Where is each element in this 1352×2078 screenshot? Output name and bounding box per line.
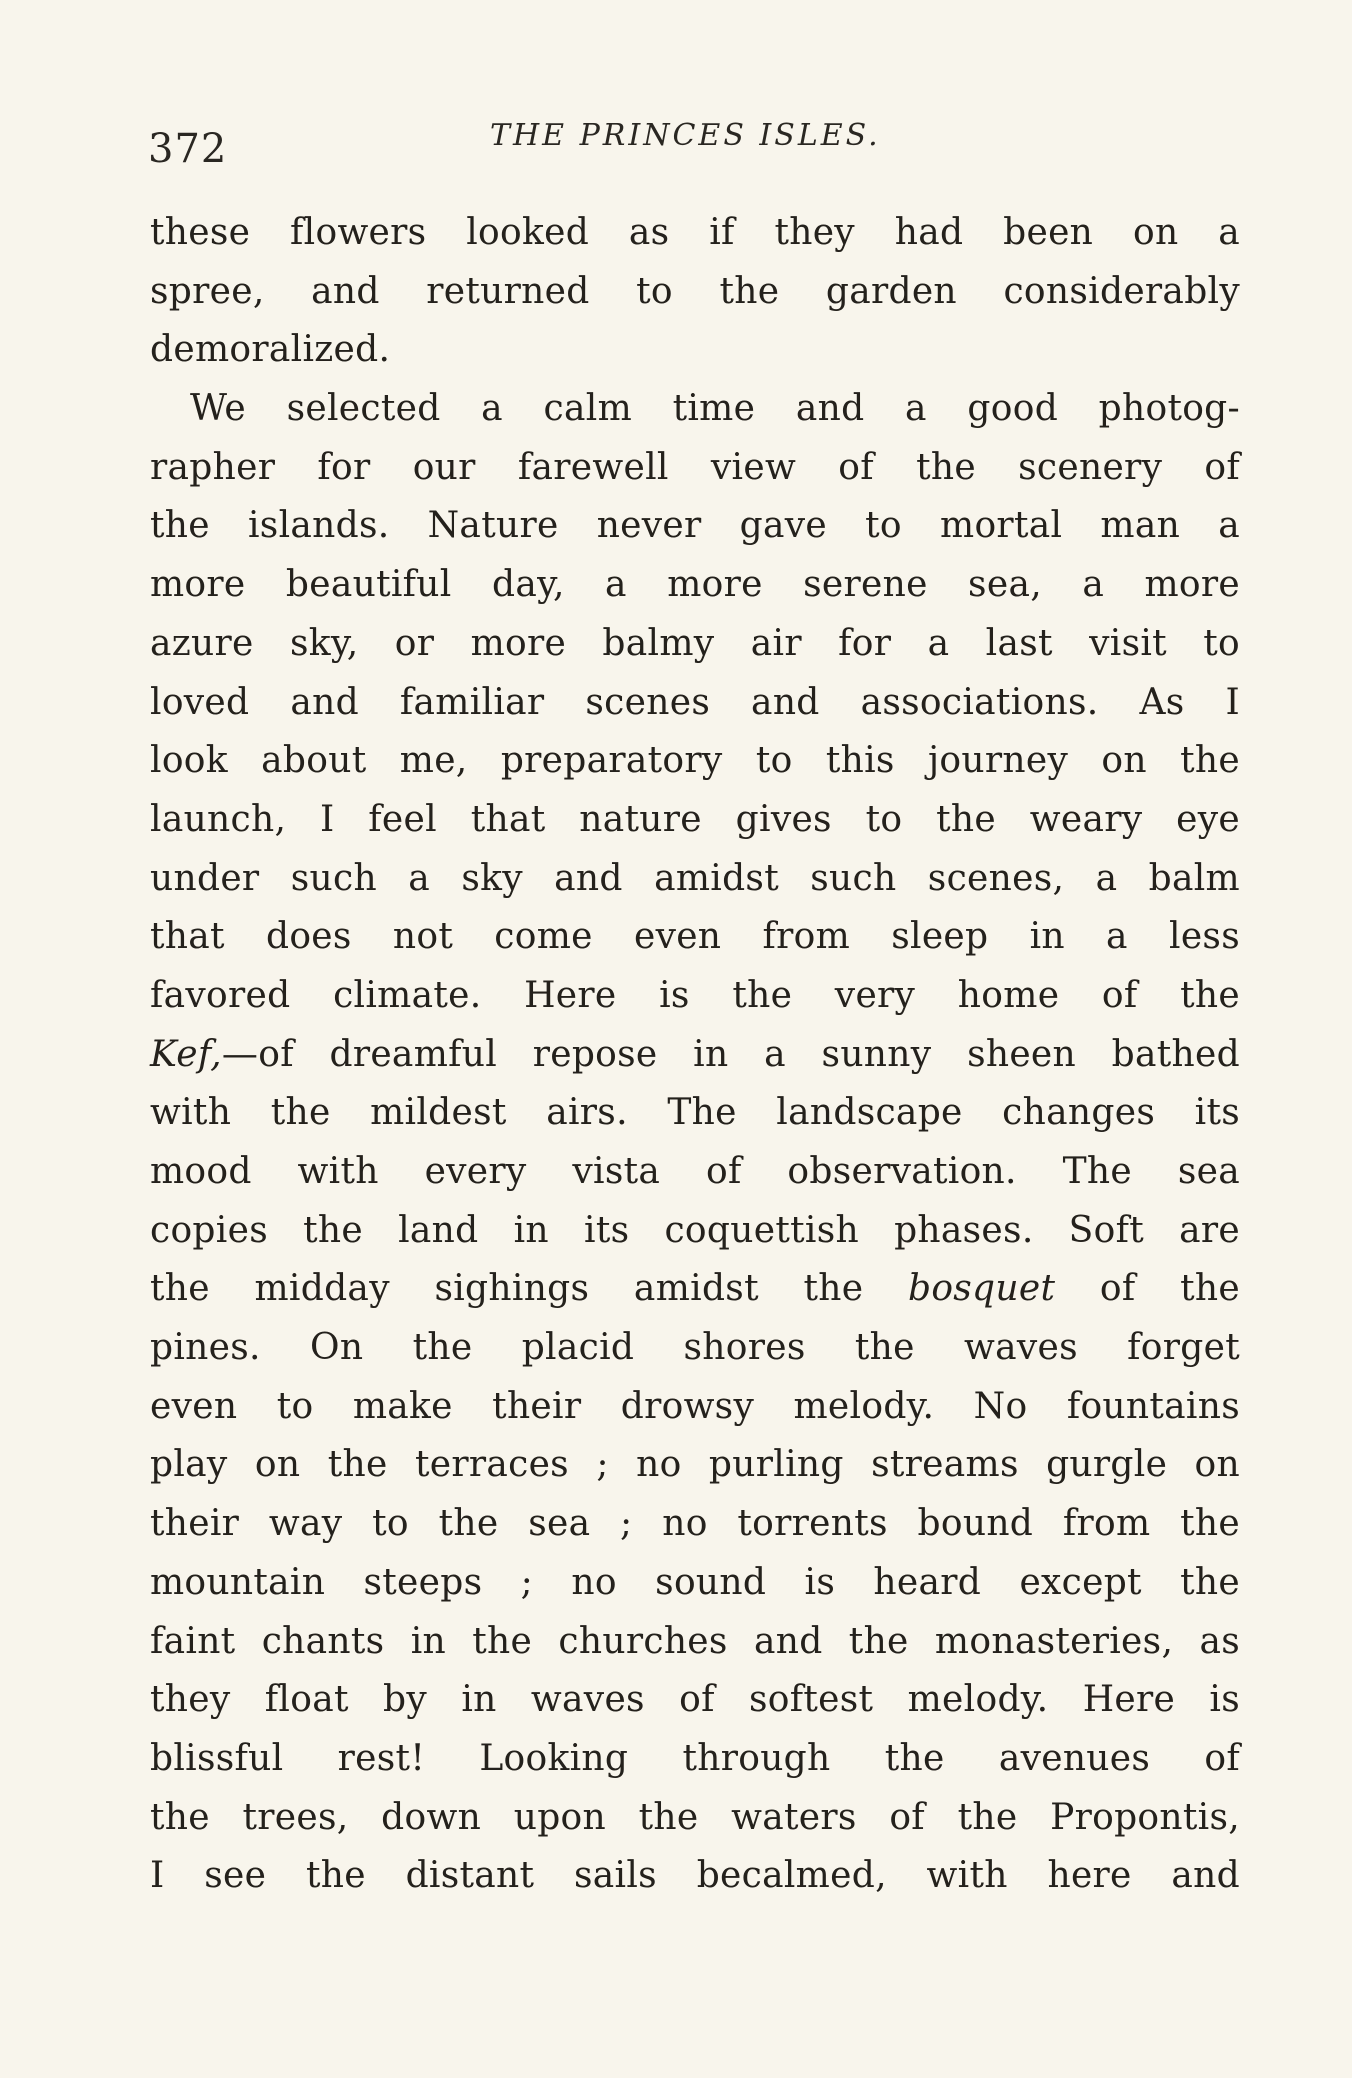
text-line: rapher for our farewell view of the scenery of bbox=[150, 446, 1240, 488]
italic-word: Kef, bbox=[150, 1033, 222, 1075]
text-line: they float by in waves of softest melody. Here is bbox=[150, 1679, 1240, 1721]
italic-word: bosquet bbox=[907, 1268, 1056, 1310]
text-line: under such a sky and amidst such scenes, a balm bbox=[150, 857, 1240, 899]
text-line: that does not come even from sleep in a less bbox=[150, 916, 1240, 958]
text-segment: the midday sighings amidst the bbox=[150, 1268, 908, 1310]
body-text bbox=[150, 204, 1240, 1906]
text-segment: of the bbox=[1055, 1268, 1240, 1310]
text-line: spree, and returned to the garden considerably bbox=[150, 270, 1240, 312]
text-line: look about me, preparatory to this journey on the bbox=[150, 740, 1240, 782]
text-segment: —of dreamful repose in a sunny sheen bathed bbox=[221, 1033, 1240, 1075]
text-line: these flowers looked as if they had been on a bbox=[150, 212, 1240, 253]
text-line: their way to the sea ; no torrents bound from the bbox=[150, 1503, 1240, 1545]
text-line: mountain steeps ; no sound is heard except the bbox=[150, 1561, 1240, 1603]
text-line-bosquet bbox=[150, 1260, 1240, 1319]
text-line: loved and familiar scenes and associations. As I bbox=[150, 681, 1240, 723]
text-line: the islands. Nature never gave to mortal man a bbox=[150, 505, 1240, 547]
text-line: favored climate. Here is the very home of the bbox=[150, 974, 1240, 1016]
text-line: mood with every vista of observation. The sea bbox=[150, 1151, 1240, 1192]
text-line-kef bbox=[150, 1026, 1240, 1085]
text-line: play on the terraces ; no purling streams gurgle on bbox=[150, 1444, 1240, 1486]
text-line: pines. On the placid shores the waves forget bbox=[150, 1327, 1240, 1369]
text-line: I see the distant sails becalmed, with here and bbox=[150, 1855, 1240, 1897]
text-line: launch, I feel that nature gives to the weary eye bbox=[150, 798, 1240, 840]
running-title: THE PRINCES ISLES. bbox=[490, 118, 881, 153]
text-line: copies the land in its coquettish phases. Soft are bbox=[150, 1209, 1240, 1251]
text-line: We selected a calm time and a good photog- bbox=[190, 388, 1240, 430]
page-number: 372 bbox=[148, 126, 228, 172]
text-line: with the mildest airs. The landscape changes its bbox=[150, 1092, 1240, 1134]
text-line: even to make their drowsy melody. No fountains bbox=[150, 1385, 1240, 1427]
text-line: more beautiful day, a more serene sea, a more bbox=[150, 564, 1240, 606]
text-line: blissful rest! Looking through the avenues of bbox=[150, 1737, 1240, 1779]
text-line: faint chants in the churches and the monasteries, as bbox=[150, 1620, 1240, 1662]
text-line: demoralized. bbox=[150, 329, 391, 371]
text-line: the trees, down upon the waters of the Propontis, bbox=[150, 1796, 1240, 1838]
text-line: azure sky, or more balmy air for a last visit to bbox=[150, 622, 1240, 664]
